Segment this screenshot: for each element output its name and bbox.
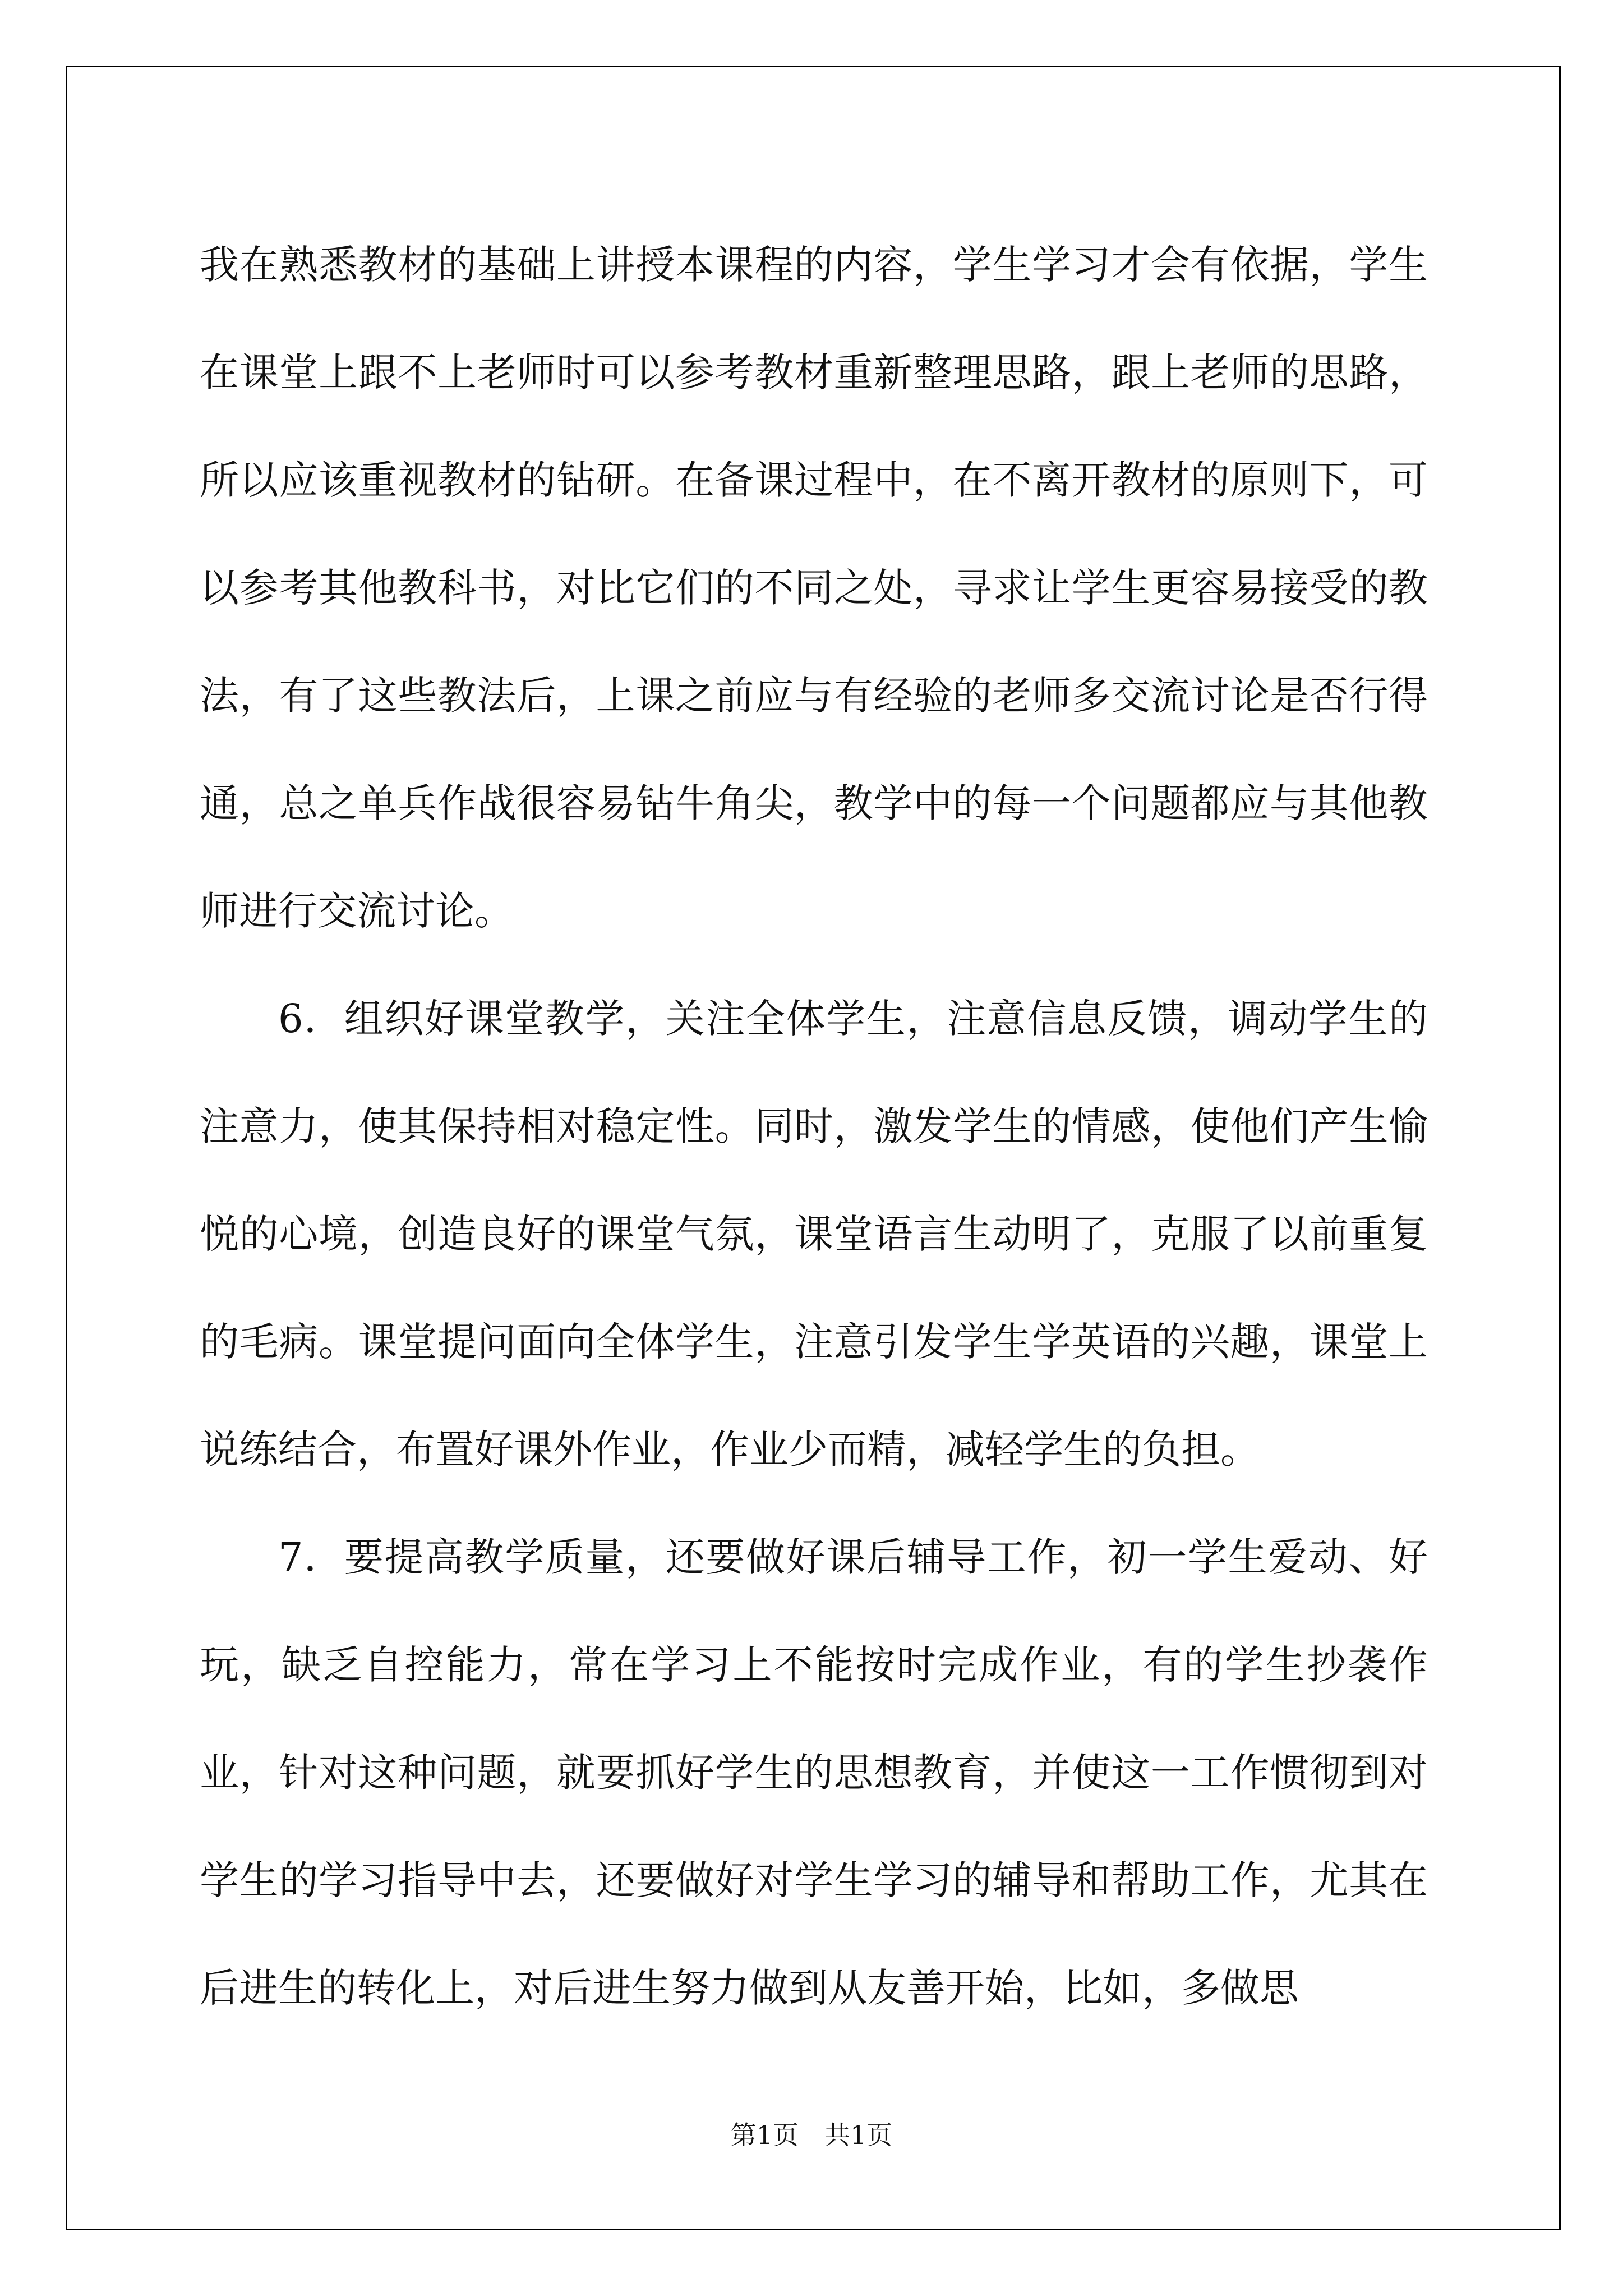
paragraph: 我在熟悉教材的基础上讲授本课程的内容，学生学习才会有依据，学生在课堂上跟不上老师时可以参考教材重新整理思路，跟上老师的思路，所以应该重视教材的钻研。在备课过程中，在不离开教材的原则下，可以参考其他教科书，对比它们的不同之处，寻求让学生更容易接受的教法，有了这些教法后，上课之前应与有经验的老师多交流讨论是否行得通，总之单兵作战很容易钻牛角尖，教学中的每一个问题都应与其他教师进行交流讨论。	[200, 242, 1428, 934]
page-number-footer: 第1页 共1页	[730, 2120, 893, 2150]
paragraph: 6．组织好课堂教学，关注全体学生，注意信息反馈，调动学生的注意力，使其保持相对稳定性。同时，激发学生的情感，使他们产生愉悦的心境，创造良好的课堂气氛，课堂语言生动明了，克服了以前重复的毛病。课堂提问面向全体学生，注意引发学生学英语的兴趣，课堂上说练结合，布置好课外作业，作业少而精，减轻学生的负担。	[200, 996, 1428, 1473]
document-body	[200, 211, 1428, 2042]
paragraph: 7．要提高教学质量，还要做好课后辅导工作，初一学生爱动、好玩，缺乏自控能力，常在学习上不能按时完成作业，有的学生抄袭作业，针对这种问题，就要抓好学生的思想教育，并使这一工作惯彻到对学生的学习指导中去，还要做好对学生学习的辅导和帮助工作，尤其在后进生的转化上，对后进生努力做到从友善开始，比如，多做思	[200, 1534, 1428, 2011]
